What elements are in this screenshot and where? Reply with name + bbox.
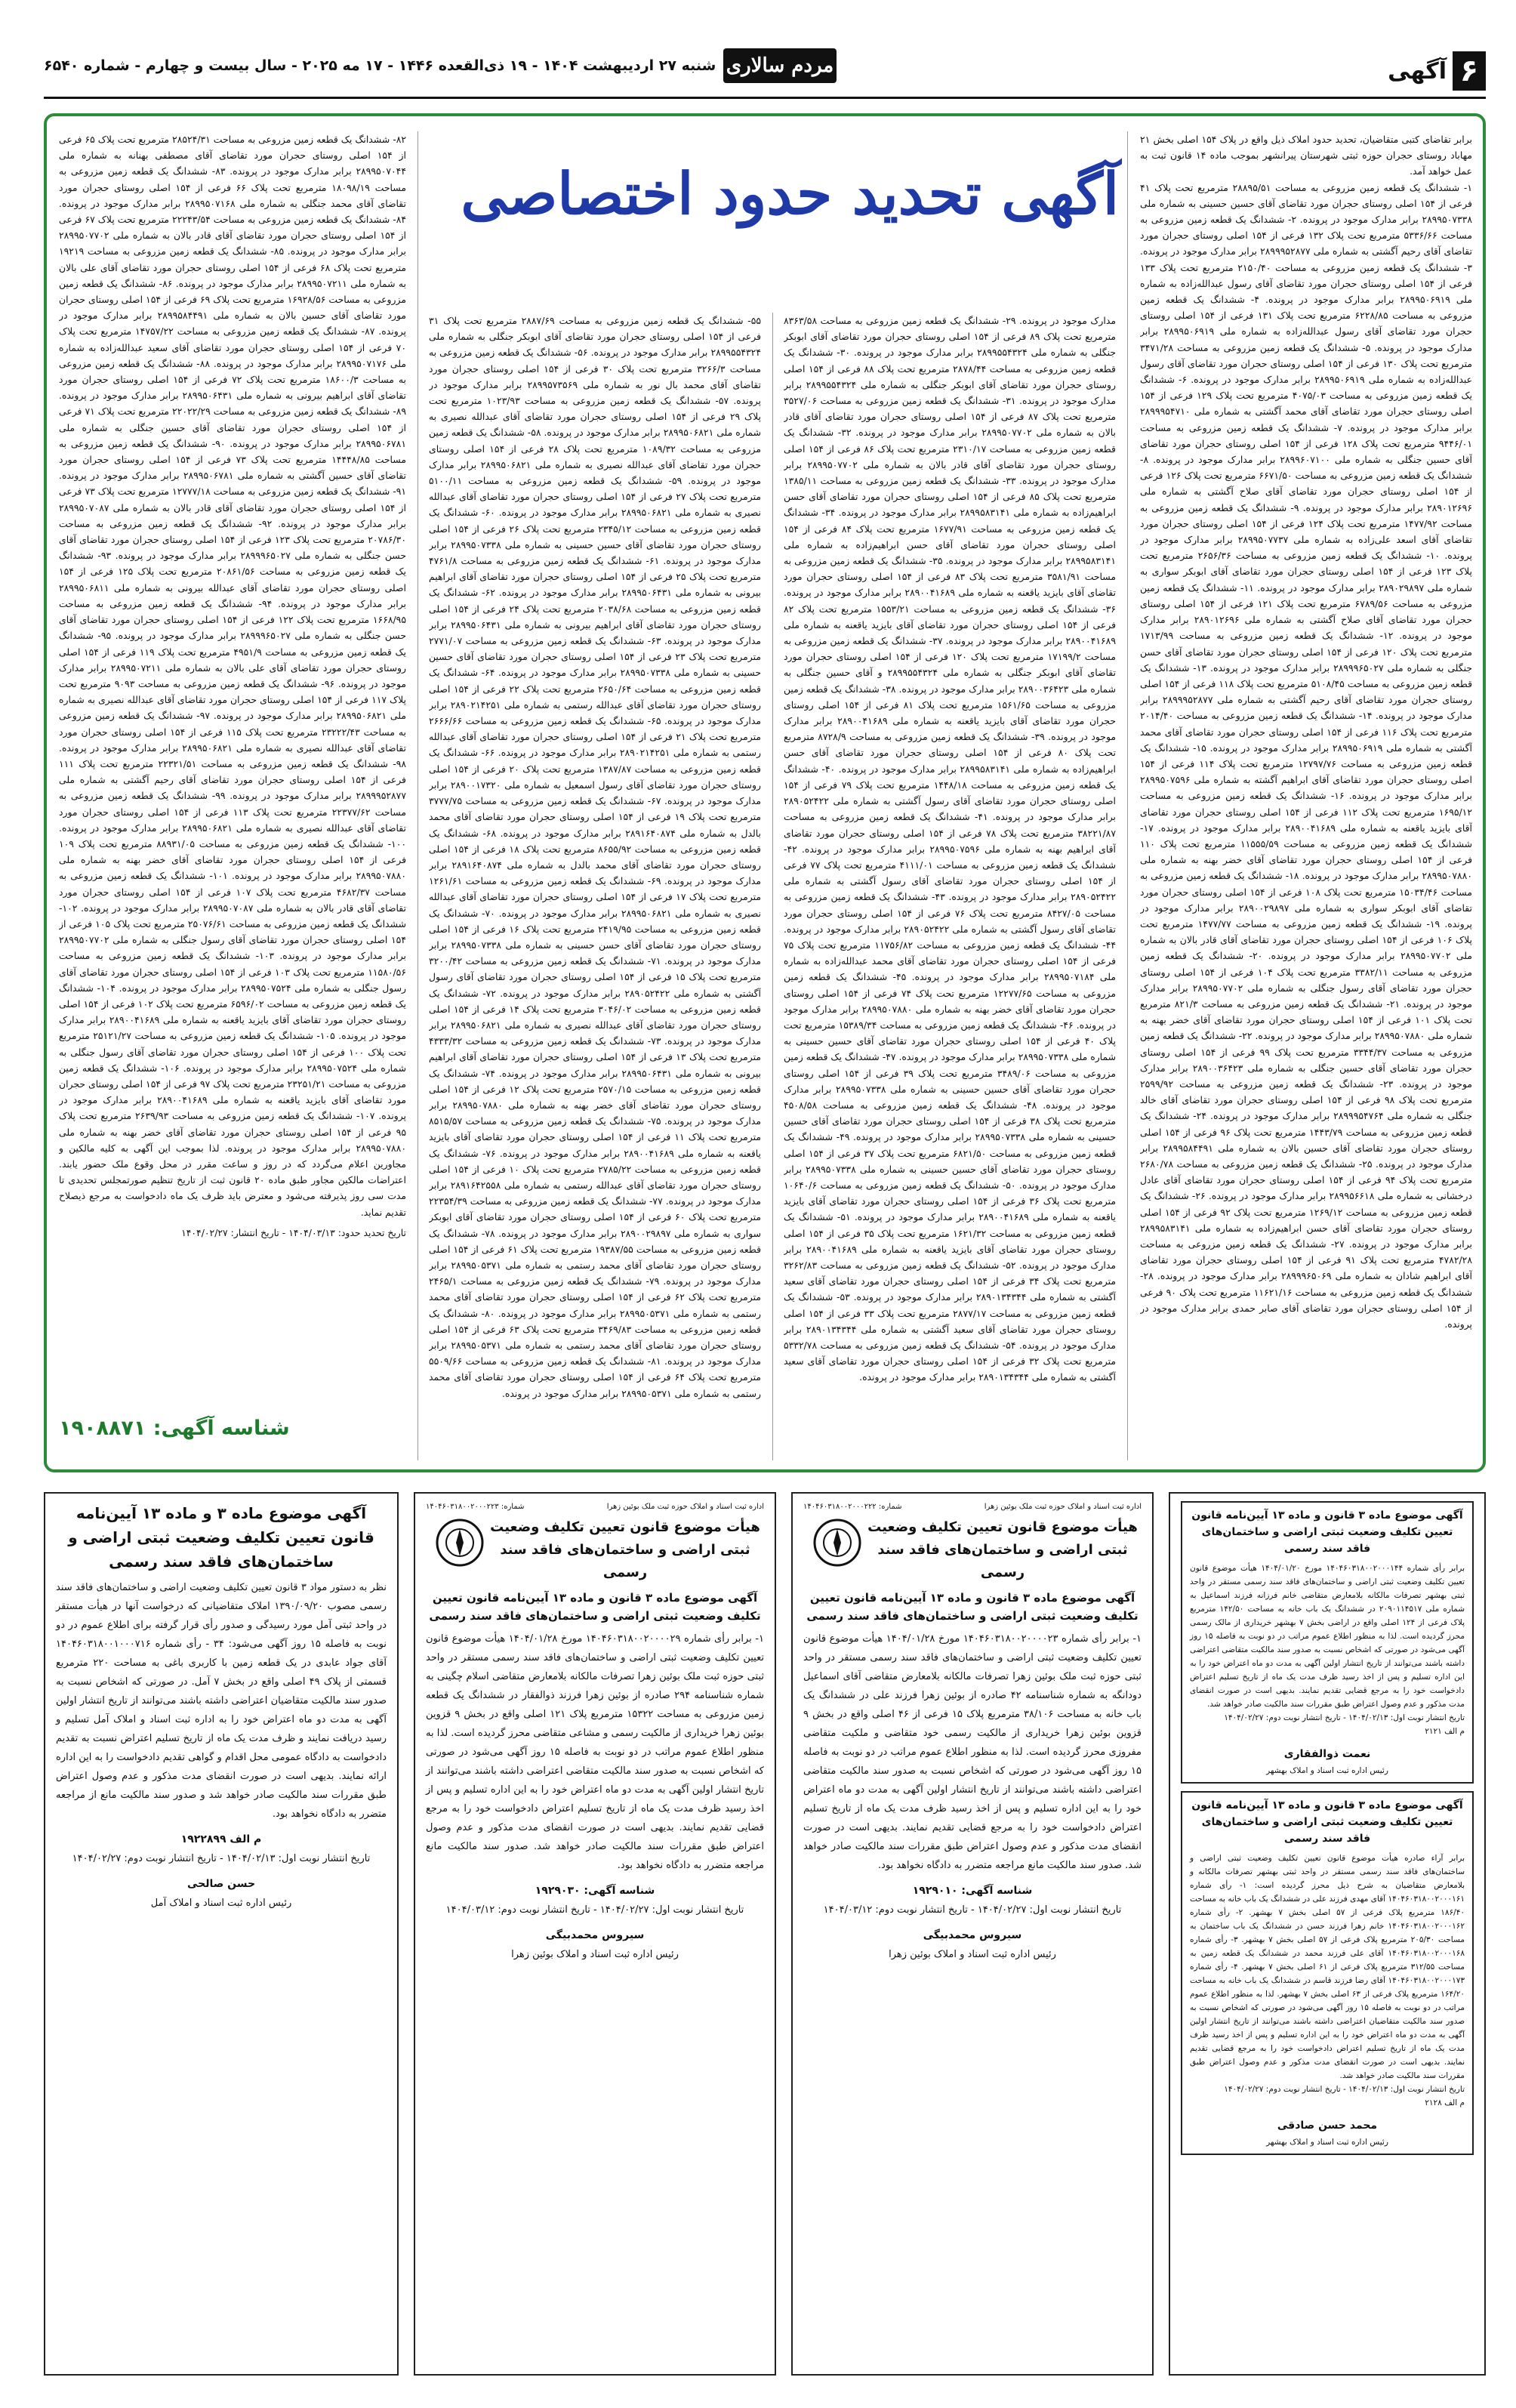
notice-box-d (414, 1492, 776, 2376)
column-1 (1140, 131, 1472, 1460)
notice-c-id: شناسه آگهی: ۱۹۲۹۰۱۰ (912, 1885, 1033, 1897)
notice-c-body: ۱- برابر رأی شماره ۱۴۰۴۶۰۳۱۸۰۰۲۰۰۰۰۲۳ مورخ ۱۴۰۴/۰۱/۲۸ هیأت موضوع قانون تعیین تکلیف وضعیت ثبتی اراضی و ساختمان‌های فاقد سند رسمی مستقر در واحد ثبتی حوزه ثبت ملک بوئین زهرا تصرفات مالکانه بلامعارض متقاضی آقای اسماعیل دودانگه به شماره شناسنامه ۴۲ صادره از بوئین زهرا فرزند علی در ششدانگ یک باب خانه به مساحت ۳۸/۱۰۶ مترمربع پلاک ۱۵ فرعی از ۴۶ اصلی واقع در بخش ۹ قزوین بوئین زهرا خریداری از مالکیت رسمی خود متقاضی و ملکیت متقاضی مفروزی محرز گردیده است. لذا به منظور اطلاع عموم مراتب در دو نوبت به فاصله ۱۵ روز آگهی می‌شود در صورتی که اشخاص نسبت به صدور سند مالکیت متقاضی اعتراضی داشته باشند می‌توانند از تاریخ انتشار اولین آگهی به مدت دو ماه اعتراض خود را به این اداره تسلیم و پس از اخذ رسید ظرف مدت یک ماه از تاریخ تسلیم اعتراض دادخواست خود را به مرجع قضایی تقدیم نمایند. بدیهی است در صورت انقضای مدت مذکور و عدم وصول اعتراض طبق مقررات سند مالکیت صادر خواهد شد. صدور سند مالکیت مانع مراجعه متضرر به دادگاه نخواهد بود. (803, 1633, 1142, 1871)
notice-c-title: هیأت موضوع قانون تعیین تکلیف وضعیت ثبتی اراضی و ساختمان‌های فاقد سند رسمی (867, 1519, 1138, 1580)
main-notice (44, 113, 1486, 1472)
notice-box-a (1169, 1492, 1486, 2376)
column-2-text: مدارک موجود در پرونده. ۲۹- ششدانگ یک قطعه زمین مزروعی به مساحت ۸۳۶۳/۵۸ مترمربع تحت پلاک ۸۹ فرعی از ۱۵۴ اصلی روستای حجران مورد تقاضای آقای ابوبکر جنگلی به شماره ملی ۲۸۹۹۵۵۴۳۲۴ برابر مدارک موجود در پرونده. ۳۰- ششدانگ یک قطعه زمین مزروعی به مساحت ۲۸۷۸/۴۴ مترمربع تحت پلاک ۸۸ فرعی از ۱۵۴ اصلی روستای حجران مورد تقاضای آقای ابوبکر جنگلی به شماره ملی ۲۸۹۹۵۵۴۳۲۴ برابر مدارک موجود در پرونده. ۳۱- ششدانگ یک قطعه زمین مزروعی به مساحت ۳۵۲۷/۰۶ مترمربع تحت پلاک ۸۷ فرعی از ۱۵۴ اصلی روستای حجران مورد تقاضای آقای قادر بالان به شماره ملی ۲۸۹۹۵۰۷۷۰۲ برابر مدارک موجود در پرونده. ۳۲- ششدانگ یک قطعه زمین مزروعی به مساحت ۲۳۱۰/۱۷ مترمربع تحت پلاک ۸۶ فرعی از ۱۵۴ اصلی روستای حجران مورد تقاضای آقای قادر بالان به شماره ملی ۲۸۹۹۵۰۷۷۰۲ برابر مدارک موجود در پرونده. ۳۳- ششدانگ یک قطعه زمین مزروعی به مساحت ۱۳۸۵/۱۱ مترمربع تحت پلاک ۸۵ فرعی از ۱۵۴ اصلی روستای حجران مورد تقاضای آقای حسن ابراهیم‌زاده به شماره ملی ۲۸۹۹۵۸۳۱۴۱ برابر مدارک موجود در پرونده. ۳۴- ششدانگ یک قطعه زمین مزروعی به مساحت ۱۶۷۷/۹۱ مترمربع تحت پلاک ۸۴ فرعی از ۱۵۴ اصلی روستای حجران مورد تقاضای آقای حسن ابراهیم‌زاده به شماره ملی ۲۸۹۹۵۸۳۱۴۱ برابر مدارک موجود در پرونده. ۳۵- ششدانگ یک قطعه زمین مزروعی به مساحت ۳۵۸۱/۹۱ مترمربع تحت پلاک ۸۳ فرعی از ۱۵۴ اصلی روستای حجران مورد تقاضای آقای بایزید یاقعنه به شماره ملی ۲۸۹۰۰۴۱۶۸۹ برابر مدارک موجود در پرونده. ۳۶- ششدانگ یک قطعه زمین مزروعی به مساحت ۱۵۵۳/۲۱ مترمربع تحت پلاک ۸۲ فرعی از ۱۵۴ اصلی روستای حجران مورد تقاضای آقای بایزید یاقعنه به شماره ملی ۲۸۹۰۰۴۱۶۸۹ برابر مدارک موجود در پرونده. ۳۷- ششدانگ یک قطعه زمین مزروعی به مساحت ۱۷۱۹۹/۲ مترمربع تحت پلاک ۱۲۰ فرعی از ۱۵۴ اصلی روستای حجران مورد تقاضای آقای ابوبکر جنگلی به شماره ملی ۲۸۹۹۵۵۴۳۲۴ و آقای حسین جنگلی به شماره ملی ۲۸۹۰۰۳۶۴۲۳ برابر مدارک موجود در پرونده. ۳۸- ششدانگ یک قطعه زمین مزروعی به مساحت ۱۵۶۱/۶۵ مترمربع تحت پلاک ۸۱ فرعی از ۱۵۴ اصلی روستای حجران مورد تقاضای آقای بایزید یاقعنه به شماره ملی ۲۸۹۰۰۴۱۶۸۹ برابر مدارک موجود در پرونده. ۳۹- ششدانگ یک قطعه زمین مزروعی به مساحت ۸۷۲۸/۹ مترمربع تحت پلاک ۸۰ فرعی از ۱۵۴ اصلی روستای حجران مورد تقاضای آقای حسن ابراهیم‌زاده به شماره ملی ۲۸۹۹۵۸۳۱۴۱ برابر مدارک موجود در پرونده. ۴۰- ششدانگ یک قطعه زمین مزروعی به مساحت ۱۴۴۸/۱۸ مترمربع تحت پلاک ۷۹ فرعی از ۱۵۴ اصلی روستای حجران مورد تقاضای آقای رسول آگشتی به شماره ملی ۲۸۹۰۵۲۴۲۲ برابر مدارک موجود در پرونده. ۴۱- ششدانگ یک قطعه زمین مزروعی به مساحت ۳۸۲۲۱/۸۷ مترمربع تحت پلاک ۷۸ فرعی از ۱۵۴ اصلی روستای حجران مورد تقاضای آقای ابراهیم بهنه به شماره ملی ۲۸۹۹۵۰۷۵۹۶ برابر مدارک موجود در پرونده. ۴۲- ششدانگ یک قطعه زمین مزروعی به مساحت ۴۱۱۱/۰۱ مترمربع تحت پلاک ۷۷ فرعی از ۱۵۴ اصلی روستای حجران مورد تقاضای آقای رسول آگشتی به شماره ملی ۲۸۹۰۵۲۴۲۲ برابر مدارک موجود در پرونده. ۴۳- ششدانگ یک قطعه زمین مزروعی به مساحت ۸۴۲۷/۰۵ مترمربع تحت پلاک ۷۶ فرعی از ۱۵۴ اصلی روستای حجران مورد تقاضای آقای رسول آگشتی به شماره ملی ۲۸۹۰۵۲۴۲۲ برابر مدارک موجود در پرونده. ۴۴- ششدانگ یک قطعه زمین مزروعی به مساحت ۱۱۷۵۶/۸۲ مترمربع تحت پلاک ۷۵ فرعی از ۱۵۴ اصلی روستای حجران مورد تقاضای آقای محمد عبدالله‌زاده به شماره ملی ۲۸۹۹۵۰۷۱۸۴ برابر مدارک موجود در پرونده. ۴۵- ششدانگ یک قطعه زمین مزروعی به مساحت ۱۲۲۷۷/۶۵ مترمربع تحت پلاک ۷۴ فرعی از ۱۵۴ اصلی روستای حجران مورد تقاضای آقای خضر بهنه به شماره ملی ۲۸۹۹۵۰۷۸۸۰ برابر مدارک موجود در پرونده. ۴۶- ششدانگ یک قطعه زمین مزروعی به مساحت ۱۵۳۸۹/۳۴ مترمربع تحت پلاک ۴۰ فرعی از ۱۵۴ اصلی روستای حجران مورد تقاضای آقای حسین حسینی به شماره ملی ۲۸۹۹۵۰۷۳۳۸ برابر مدارک موجود در پرونده. ۴۷- ششدانگ یک قطعه زمین مزروعی به مساحت ۳۴۸۹/۰۶ مترمربع تحت پلاک ۳۹ فرعی از ۱۵۴ اصلی روستای حجران مورد تقاضای آقای حسین حسینی به شماره ملی ۲۸۹۹۵۰۷۳۳۸ برابر مدارک موجود در پرونده. ۴۸- ششدانگ یک قطعه زمین مزروعی به مساحت ۴۵۰۸/۵۸ مترمربع تحت پلاک ۳۸ فرعی از ۱۵۴ اصلی روستای حجران مورد تقاضای آقای حسین حسینی به شماره ملی ۲۸۹۹۵۰۷۳۳۸ برابر مدارک موجود در پرونده. ۴۹- ششدانگ یک قطعه زمین مزروعی به مساحت ۶۸۲۱/۵۰ مترمربع تحت پلاک ۳۷ فرعی از ۱۵۴ اصلی روستای حجران مورد تقاضای آقای حسین حسینی به شماره ملی ۲۸۹۹۵۰۷۳۳۸ برابر مدارک موجود در پرونده. ۵۰- ششدانگ یک قطعه زمین مزروعی به مساحت ۱۰۶۴۰/۶ مترمربع تحت پلاک ۳۶ فرعی از ۱۵۴ اصلی روستای حجران مورد تقاضای آقای بایزید یاقعنه به شماره ملی ۲۸۹۰۰۴۱۶۸۹ برابر مدارک موجود در پرونده. ۵۱- ششدانگ یک قطعه زمین مزروعی به مساحت ۱۶۲۱/۳۲ مترمربع تحت پلاک ۳۵ فرعی از ۱۵۴ اصلی روستای حجران مورد تقاضای آقای بایزید یاقعنه به شماره ملی ۲۸۹۰۰۴۱۶۸۹ برابر مدارک موجود در پرونده. ۵۲- ششدانگ یک قطعه زمین مزروعی به مساحت ۳۲۶۲/۸۳ مترمربع تحت پلاک ۳۴ فرعی از ۱۵۴ اصلی روستای حجران مورد تقاضای آقای سعید آگشتی به شماره ملی ۲۸۹۰۱۳۴۳۴۴ برابر مدارک موجود در پرونده. ۵۳- ششدانگ یک قطعه زمین مزروعی به مساحت ۲۸۷۷/۱۷ مترمربع تحت پلاک ۳۳ فرعی از ۱۵۴ اصلی روستای حجران مورد تقاضای آقای سعید آگشتی به شماره ملی ۲۸۹۰۱۳۴۳۴۴ برابر مدارک موجود در پرونده. ۵۴- ششدانگ یک قطعه زمین مزروعی به مساحت ۵۳۳۲/۷۸ مترمربع تحت پلاک ۳۲ فرعی از ۱۵۴ اصلی روستای حجران مورد تقاضای آقای سعید آگشتی به شماره ملی ۲۸۹۰۱۳۴۳۴۴ برابر مدارک موجود در پرونده. (784, 315, 1116, 1383)
registry-emblem-icon (433, 1516, 486, 1569)
notice-b-signer: محمد حسن صادقی (1277, 2120, 1378, 2132)
notice-b (1181, 1791, 1474, 2155)
notice-a-title: آگهی موضوع ماده ۳ قانون و ماده ۱۳ آیین‌نامه قانون تعیین تکلیف وضعیت ثبتی اراضی و ساختمان‌های فاقد سند رسمی (1191, 1509, 1463, 1555)
notice-a (1181, 1501, 1474, 1784)
section-badge (1388, 51, 1486, 91)
notice-c-header-left: شماره: ۱۴۰۴۶۰۳۱۸۰۰۲۰۰۰۲۲۲ (803, 1503, 902, 1511)
notice-b-signer-title: رئیس اداره ثبت اسناد و املاک بهشهر (1266, 2138, 1388, 2147)
column-1-text: ۱- ششدانگ یک قطعه زمین مزروعی به مساحت ۲۸۸۹۵/۵۱ مترمربع تحت پلاک ۴۱ فرعی از ۱۵۴ اصلی روستای حجران مورد تقاضای آقای حسین حسینی به شماره ملی ۲۸۹۹۵۰۷۳۳۸ برابر مدارک موجود در پرونده. ۲- ششدانگ یک قطعه زمین مزروعی به مساحت ۵۳۳۶/۶۶ مترمربع تحت پلاک ۱۳۲ فرعی از ۱۵۴ اصلی روستای حجران مورد تقاضای آقای رحیم آگشتی به شماره ملی ۲۸۹۹۹۵۲۸۷۷ برابر مدارک موجود در پرونده. ۳- ششدانگ یک قطعه زمین مزروعی به مساحت ۲۱۵۰/۴۰ مترمربع تحت پلاک ۱۳۳ فرعی از ۱۵۴ اصلی روستای حجران مورد تقاضای آقای رسول عبدالله‌زاده به شماره ملی ۲۸۹۹۵۰۶۹۱۹ برابر مدارک موجود در پرونده. ۴- ششدانگ یک قطعه زمین مزروعی به مساحت ۶۲۲۸/۸۵ مترمربع تحت پلاک ۱۳۱ فرعی از ۱۵۴ اصلی روستای حجران مورد تقاضای آقای رسول عبدالله‌زاده به شماره ملی ۲۸۹۹۵۰۶۹۱۹ برابر مدارک موجود در پرونده. ۵- ششدانگ یک قطعه زمین مزروعی به مساحت ۳۴۷۱/۲۸ مترمربع تحت پلاک ۱۳۰ فرعی از ۱۵۴ اصلی روستای حجران مورد تقاضای آقای رسول عبدالله‌زاده به شماره ملی ۲۸۹۹۵۰۶۹۱۹ برابر مدارک موجود در پرونده. ۶- ششدانگ یک قطعه زمین مزروعی به مساحت ۴۰۷۵/۰۳ مترمربع تحت پلاک ۱۲۹ فرعی از ۱۵۴ اصلی روستای حجران مورد تقاضای آقای محمد آگشتی به شماره ملی ۲۸۹۹۹۵۴۷۱۰ برابر مدارک موجود در پرونده. ۷- ششدانگ یک قطعه زمین مزروعی به مساحت ۹۴۴۶/۰۱ مترمربع تحت پلاک ۱۲۸ فرعی از ۱۵۴ اصلی روستای حجران مورد تقاضای آقای حسین جنگلی به شماره ملی ۲۸۹۹۶۰۷۱۰۰ برابر مدارک موجود در پرونده. ۸- ششدانگ یک قطعه زمین مزروعی به مساحت ۶۶۷۱/۵۰ مترمربع تحت پلاک ۱۲۶ فرعی از ۱۵۴ اصلی روستای حجران مورد تقاضای آقای صلاح آگشتی به شماره ملی ۲۸۹۰۱۲۶۹۶ برابر مدارک موجود در پرونده. ۹- ششدانگ یک قطعه زمین مزروعی به مساحت ۱۴۷۷/۹۲ مترمربع تحت پلاک ۱۲۴ فرعی از ۱۵۴ اصلی روستای حجران مورد تقاضای آقای اسعد علی‌زاده به شماره ملی ۲۸۹۹۵۰۷۷۳۷ برابر مدارک موجود در پرونده. ۱۰- ششدانگ یک قطعه زمین مزروعی به مساحت ۲۶۵۶/۳۶ مترمربع تحت پلاک ۱۲۳ فرعی از ۱۵۴ اصلی روستای حجران مورد تقاضای آقای ابوبکر سواری به شماره ملی ۲۸۹۰۲۹۸۹۷ برابر مدارک موجود در پرونده. ۱۱- ششدانگ یک قطعه زمین مزروعی به مساحت ۶۷۸۹/۵۶ مترمربع تحت پلاک ۱۲۱ فرعی از ۱۵۴ اصلی روستای حجران مورد تقاضای آقای صلاح آگشتی به شماره ملی ۲۸۹۰۱۲۶۹۶ برابر مدارک موجود در پرونده. ۱۲- ششدانگ یک قطعه زمین مزروعی به مساحت ۱۷۱۳/۹۹ مترمربع تحت پلاک ۱۲۰ فرعی از ۱۵۴ اصلی روستای حجران مورد تقاضای آقای حسن جنگلی به شماره ملی ۲۸۹۹۹۶۵۰۲۷ برابر مدارک موجود در پرونده. ۱۳- ششدانگ یک قطعه زمین مزروعی به مساحت ۵۱۰۸/۴۵ مترمربع تحت پلاک ۱۱۸ فرعی از ۱۵۴ اصلی روستای حجران مورد تقاضای آقای رحیم آگشتی به شماره ملی ۲۸۹۹۹۵۲۸۷۷ برابر مدارک موجود در پرونده. ۱۴- ششدانگ یک قطعه زمین مزروعی به مساحت ۲۰۱۴/۴۰ مترمربع تحت پلاک ۱۱۶ فرعی از ۱۵۴ اصلی روستای حجران مورد تقاضای آقای محمد آگشتی به شماره ملی ۲۸۹۹۵۰۶۹۱۹ برابر مدارک موجود در پرونده. ۱۵- ششدانگ یک قطعه زمین مزروعی به مساحت ۱۲۷۹۷/۷۶ مترمربع تحت پلاک ۱۱۴ فرعی از ۱۵۴ اصلی روستای حجران مورد تقاضای آقای ابراهیم آگشته به شماره ملی ۲۸۹۹۵۰۷۵۹۶ برابر مدارک موجود در پرونده. ۱۶- ششدانگ یک قطعه زمین مزروعی به مساحت ۱۶۹۵/۱۲ مترمربع تحت پلاک ۱۱۲ فرعی از ۱۵۴ اصلی روستای حجران مورد تقاضای آقای بایزید یاقعنه به شماره ملی ۲۸۹۰۰۴۱۶۸۹ برابر مدارک موجود در پرونده. ۱۷- ششدانگ یک قطعه زمین مزروعی به مساحت ۱۱۵۵۵/۵۹ مترمربع تحت پلاک ۱۱۰ فرعی از ۱۵۴ اصلی روستای حجران مورد تقاضای آقای خضر بهنه به شماره ملی ۲۸۹۹۵۰۷۸۸۰ برابر مدارک موجود در پرونده. ۱۸- ششدانگ یک قطعه زمین مزروعی به مساحت ۱۵۰۳۴/۴۶ مترمربع تحت پلاک ۱۰۸ فرعی از ۱۵۴ اصلی روستای حجران مورد تقاضای آقای ابوبکر سواری به شماره ملی ۲۸۹۰۰۲۹۸۹۷ برابر مدارک موجود در پرونده. ۱۹- ششدانگ یک قطعه زمین مزروعی به مساحت ۱۴۷۷/۷۷ مترمربع تحت پلاک ۱۰۶ فرعی از ۱۵۴ اصلی روستای حجران مورد تقاضای آقای قادر بالان به شماره ملی ۲۸۹۹۵۰۷۷۰۲ برابر مدارک موجود در پرونده. ۲۰- ششدانگ یک قطعه زمین مزروعی به مساحت ۳۳۸۲/۱۱ مترمربع تحت پلاک ۱۰۴ فرعی از ۱۵۴ اصلی روستای حجران مورد تقاضای آقای رسول جنگلی به شماره ملی ۲۸۹۹۵۰۷۷۰۲ برابر مدارک موجود در پرونده. ۲۱- ششدانگ یک قطعه زمین مزروعی به مساحت ۸۲۱/۳ مترمربع تحت پلاک ۱۰۱ فرعی از ۱۵۴ اصلی روستای حجران مورد تقاضای آقای خضر بهنه به شماره ملی ۲۸۹۹۵۰۷۸۸۰ برابر مدارک موجود در پرونده. ۲۲- ششدانگ یک قطعه زمین مزروعی به مساحت ۳۳۴۴/۳۷ مترمربع تحت پلاک ۹۹ فرعی از ۱۵۴ اصلی روستای حجران مورد تقاضای آقای حسین جنگلی به شماره ملی ۲۸۹۰۰۳۶۴۲۳ برابر مدارک موجود در پرونده. ۲۳- ششدانگ یک قطعه زمین مزروعی به مساحت ۲۵۹۹/۹۲ مترمربع تحت پلاک ۹۸ فرعی از ۱۵۴ اصلی روستای حجران مورد تقاضای آقای خالد جنگلی به شماره ملی ۲۸۹۹۹۵۴۷۶۴ برابر مدارک موجود در پرونده. ۲۴- ششدانگ یک قطعه زمین مزروعی به مساحت ۱۴۴۳/۷۹ مترمربع تحت پلاک ۹۶ فرعی از ۱۵۴ اصلی روستای حجران مورد تقاضای آقای حسین بالان به شماره ملی ۲۸۹۹۵۸۴۴۹۱ برابر مدارک موجود در پرونده. ۲۵- ششدانگ یک قطعه زمین مزروعی به مساحت ۲۶۸۰/۷۸ مترمربع تحت پلاک ۹۴ فرعی از ۱۵۴ اصلی روستای حجران مورد تقاضای آقای عادل درخشانی به شماره ملی ۲۸۹۹۵۶۶۱۸ برابر مدارک موجود در پرونده. ۲۶- ششدانگ یک قطعه زمین مزروعی به مساحت ۱۲۶۹/۱۲ مترمربع تحت پلاک ۹۲ فرعی از ۱۵۴ اصلی روستای حجران مورد تقاضای آقای حسن ابراهیم‌زاده به شماره ملی ۲۸۹۹۵۸۳۱۴۱ برابر مدارک موجود در پرونده. ۲۷- ششدانگ یک قطعه زمین مزروعی به مساحت ۴۷۸۲/۲۸ مترمربع تحت پلاک ۹۱ فرعی از ۱۵۴ اصلی روستای حجران مورد تقاضای آقای ابراهیم شادان به شماره ملی ۲۸۹۹۹۶۵۰۶۹ برابر مدارک موجود در پرونده. ۲۸- ششدانگ یک قطعه زمین مزروعی به مساحت ۱۱۶۲۱/۱۶ مترمربع تحت پلاک ۹۰ فرعی از ۱۵۴ اصلی روستای حجران مورد تقاضای آقای صابر حمدی برابر مدارک موجود در پرونده. (1140, 181, 1472, 1330)
section-number: ۶ (1453, 51, 1486, 91)
registry-emblem-icon (811, 1516, 864, 1569)
notice-a-ref: م الف ۲۱۲۱ (1425, 1727, 1465, 1736)
notice-e-title: آگهی موضوع ماده ۳ و ماده ۱۳ آیین‌نامه قانون تعیین تکلیف وضعیت ثبتی اراضی و ساختمان‌های فاقد سند رسمی (68, 1504, 374, 1571)
notice-d-header-left: شماره: ۱۴۰۴۶۰۳۱۸۰۰۲۰۰۰۲۲۳ (426, 1503, 525, 1511)
notice-a-signer-title: رئیس اداره ثبت اسناد و املاک بهشهر (1266, 1766, 1388, 1775)
notice-a-signer: نعمت ذوالفقاری (1283, 1748, 1371, 1760)
notice-box-e (44, 1492, 399, 2376)
masthead-rule (44, 97, 1486, 99)
notice-c-signer: سیروس محمدبیگی (923, 1929, 1022, 1941)
notice-d-id: شناسه آگهی: ۱۹۲۹۰۳۰ (535, 1885, 655, 1897)
section-label: آگهی (1388, 57, 1447, 85)
notice-id: شناسه آگهی: ۱۹۰۸۸۷۱ (59, 1417, 290, 1440)
notice-b-body: برابر آراء صادره هیأت موضوع قانون تعیین تکلیف وضعیت ثبتی اراضی و ساختمان‌های فاقد سند رسمی مستقر در واحد ثبتی بهشهر تصرفات مالکانه و بلامعارض متقاضیان به شرح ذیل محرز گردیده است: ۱- رأی شماره ۱۴۰۴۶۰۳۱۸۰۰۲۰۰۰۱۶۱ آقای مهدی فرزند علی در ششدانگ یک باب خانه به مساحت ۱۸۶/۴۰ مترمربع پلاک فرعی از ۵۷ اصلی بخش ۷ بهشهر. ۲- رأی شماره ۱۴۰۴۶۰۳۱۸۰۰۲۰۰۰۱۶۲ خانم زهرا فرزند حسن در ششدانگ یک باب ساختمان به مساحت ۲۰۵/۳۰ مترمربع پلاک فرعی از ۵۷ اصلی بخش ۷ بهشهر. ۳- رأی شماره ۱۴۰۴۶۰۳۱۸۰۰۲۰۰۰۱۶۸ آقای علی فرزند محمد در ششدانگ یک قطعه زمین به مساحت ۳۱۲/۵۵ مترمربع پلاک فرعی از ۶۱ اصلی بخش ۷ بهشهر. ۴- رأی شماره ۱۴۰۴۶۰۳۱۸۰۰۲۰۰۰۱۷۳ آقای رضا فرزند قاسم در ششدانگ یک باب خانه به مساحت ۱۶۴/۲۰ مترمربع پلاک فرعی از ۶۳ اصلی بخش ۷ بهشهر. لذا به منظور اطلاع عموم مراتب در دو نوبت به فاصله ۱۵ روز آگهی می‌شود در صورتی که اشخاص نسبت به صدور سند مالکیت متقاضیان اعتراضی داشته باشند می‌توانند از تاریخ انتشار اولین آگهی به مدت دو ماه اعتراض خود را به این اداره تسلیم و پس از اخذ رسید ظرف مدت یک ماه از تاریخ تسلیم اعتراض دادخواست خود را به مرجع قضایی تقدیم نمایند. بدیهی است در صورت انقضای مدت مذکور و عدم وصول اعتراض طبق مقررات سند مالکیت صادر خواهد شد. (1190, 1854, 1465, 2080)
notice-c-subtitle: آگهی موضوع ماده ۳ قانون و ماده ۱۳ آیین‌نامه قانون تعیین تکلیف وضعیت ثبتی اراضی و ساختمان‌های فاقد سند رسمی (806, 1591, 1139, 1623)
column-divider (772, 313, 773, 1460)
notice-d-signer-title: رئیس اداره ثبت اسناد و املاک بوئین زهرا (511, 1949, 679, 1960)
notice-e-ref: م الف ۱۹۲۲۸۹۹ (180, 1833, 262, 1845)
notice-e-body: نظر به دستور مواد ۳ قانون تعیین تکلیف وضعیت اراضی و ساختمان‌های فاقد سند رسمی مصوب ۱۳۹۰/۰۹/۲۰ املاک متقاضیانی که درخواست آنها در هیأت مستقر در واحد ثبتی آمل مورد رسیدگی و صدور رأی قرار گرفته برای اطلاع عموم در دو نوبت به فاصله ۱۵ روز آگهی می‌شود: ۳۴ - رأی شماره ۱۴۰۴۶۰۳۱۸۰۰۱۰۰۰۷۱۶ آقای جواد عابدی در یک قطعه زمین با کاربری باغی به مساحت ۲۲۰ مترمربع قسمتی از پلاک ۴۹ اصلی واقع در بخش ۷ آمل. در صورتی که اشخاص نسبت به صدور سند مالکیت متقاضیان اعتراضی داشته باشند می‌توانند از تاریخ انتشار اولین آگهی به مدت دو ماه اعتراض خود را به اداره ثبت اسناد و املاک آمل تسلیم و رسید دریافت نمایند و ظرف مدت یک ماه از تاریخ تسلیم اعتراض نسبت به تقدیم دادخواست به دادگاه عمومی محل اقدام و گواهی تقدیم دادخواست را به این اداره ارائه نمایند. بدیهی است در صورت انقضای مدت مذکور و عدم وصول اعتراض طبق مقررات سند مالکیت صادر خواهد شد و صدور سند مالکیت مانع از مراجعه متضرر به دادگاه نخواهد بود. (56, 1582, 387, 1820)
column-3-text: ۵۵- ششدانگ یک قطعه زمین مزروعی به مساحت ۲۸۸۷/۶۹ مترمربع تحت پلاک ۳۱ فرعی از ۱۵۴ اصلی روستای حجران مورد تقاضای آقای ابوبکر جنگلی به شماره ملی ۲۸۹۹۵۵۴۳۲۴ برابر مدارک موجود در پرونده. ۵۶- ششدانگ یک قطعه زمین مزروعی به مساحت ۳۲۶۶/۳ مترمربع تحت پلاک ۳۰ فرعی از ۱۵۴ اصلی روستای حجران مورد تقاضای آقای محمد بال نور به شماره ملی ۲۸۹۹۵۷۳۵۶۹ برابر مدارک موجود در پرونده. ۵۷- ششدانگ یک قطعه زمین مزروعی به مساحت ۱۰۲۳/۹۳ مترمربع تحت پلاک ۲۹ فرعی از ۱۵۴ اصلی روستای حجران مورد تقاضای آقای عبدالله نصیری به شماره ملی ۲۸۹۹۵۰۶۸۲۱ برابر مدارک موجود در پرونده. ۵۸- ششدانگ یک قطعه زمین مزروعی به مساحت ۱۰۸۹/۳۲ مترمربع تحت پلاک ۲۸ فرعی از ۱۵۴ اصلی روستای حجران مورد تقاضای آقای عبدالله نصیری به شماره ملی ۲۸۹۹۵۰۶۸۲۱ برابر مدارک موجود در پرونده. ۵۹- ششدانگ یک قطعه زمین مزروعی به مساحت ۵۱۰۰/۱۱ مترمربع تحت پلاک ۲۷ فرعی از ۱۵۴ اصلی روستای حجران مورد تقاضای آقای عبدالله نصیری به شماره ملی ۲۸۹۹۵۰۶۸۲۱ برابر مدارک موجود در پرونده. ۶۰- ششدانگ یک قطعه زمین مزروعی به مساحت ۲۳۴۵/۱۲ مترمربع تحت پلاک ۲۶ فرعی از ۱۵۴ اصلی روستای حجران مورد تقاضای آقای حسین حسینی به شماره ملی ۲۸۹۹۵۰۷۳۳۸ برابر مدارک موجود در پرونده. ۶۱- ششدانگ یک قطعه زمین مزروعی به مساحت ۴۷۶۱/۸ مترمربع تحت پلاک ۲۵ فرعی از ۱۵۴ اصلی روستای حجران مورد تقاضای آقای ابراهیم بیرونی به شماره ملی ۲۸۹۹۵۰۶۴۳۱ برابر مدارک موجود در پرونده. ۶۲- ششدانگ یک قطعه زمین مزروعی به مساحت ۲۰۳۸/۶۸ مترمربع تحت پلاک ۲۴ فرعی از ۱۵۴ اصلی روستای حجران مورد تقاضای آقای ابراهیم بیرونی به شماره ملی ۲۸۹۹۵۰۶۴۳۱ برابر مدارک موجود در پرونده. ۶۳- ششدانگ یک قطعه زمین مزروعی به مساحت ۲۷۷۱/۰۷ مترمربع تحت پلاک ۲۳ فرعی از ۱۵۴ اصلی روستای حجران مورد تقاضای آقای حسین حسینی به شماره ملی ۲۸۹۹۵۰۷۳۳۸ برابر مدارک موجود در پرونده. ۶۴- ششدانگ یک قطعه زمین مزروعی به مساحت ۲۶۵۰/۶۴ مترمربع تحت پلاک ۲۲ فرعی از ۱۵۴ اصلی روستای حجران مورد تقاضای آقای عبدالله رستمی به شماره ملی ۲۸۹۰۲۱۴۲۵۱ برابر مدارک موجود در پرونده. ۶۵- ششدانگ یک قطعه زمین مزروعی به مساحت ۲۶۶۶/۶۶ مترمربع تحت پلاک ۲۱ فرعی از ۱۵۴ اصلی روستای حجران مورد تقاضای آقای عبدالله رستمی به شماره ملی ۲۸۹۰۲۱۴۲۵۱ برابر مدارک موجود در پرونده. ۶۶- ششدانگ یک قطعه زمین مزروعی به مساحت ۱۳۸۷/۸۷ مترمربع تحت پلاک ۲۰ فرعی از ۱۵۴ اصلی روستای حجران مورد تقاضای آقای رسول اسمعیل به شماره ملی ۲۸۹۰۰۱۷۳۲۰ برابر مدارک موجود در پرونده. ۶۷- ششدانگ یک قطعه زمین مزروعی به مساحت ۳۷۷۷/۷۵ مترمربع تحت پلاک ۱۹ فرعی از ۱۵۴ اصلی روستای حجران مورد تقاضای آقای محمد بالدل به شماره ملی ۲۸۹۱۶۴۰۸۷۴ برابر مدارک موجود در پرونده. ۶۸- ششدانگ یک قطعه زمین مزروعی به مساحت ۸۶۵۵/۹۲ مترمربع تحت پلاک ۱۸ فرعی از ۱۵۴ اصلی روستای حجران مورد تقاضای آقای محمد بالدل به شماره ملی ۲۸۹۱۶۴۰۸۷۴ برابر مدارک موجود در پرونده. ۶۹- ششدانگ یک قطعه زمین مزروعی به مساحت ۱۲۶۱/۶۱ مترمربع تحت پلاک ۱۷ فرعی از ۱۵۴ اصلی روستای حجران مورد تقاضای آقای عبدالله نصیری به شماره ملی ۲۸۹۹۵۰۶۸۲۱ برابر مدارک موجود در پرونده. ۷۰- ششدانگ یک قطعه زمین مزروعی به مساحت ۲۴۱۹/۹۵ مترمربع تحت پلاک ۱۶ فرعی از ۱۵۴ اصلی روستای حجران مورد تقاضای آقای حسن حسینی به شماره ملی ۲۸۹۹۵۰۷۳۳۸ برابر مدارک موجود در پرونده. ۷۱- ششدانگ یک قطعه زمین مزروعی به مساحت ۳۲۰۰/۴۲ مترمربع تحت پلاک ۱۵ فرعی از ۱۵۴ اصلی روستای حجران مورد تقاضای آقای رسول آگشتی به شماره ملی ۲۸۹۰۵۲۴۲۲ برابر مدارک موجود در پرونده. ۷۲- ششدانگ یک قطعه زمین مزروعی به مساحت ۳۰۴۶/۰۲ مترمربع تحت پلاک ۱۴ فرعی از ۱۵۴ اصلی روستای حجران مورد تقاضای آقای عبدالله نصیری به شماره ملی ۲۸۹۹۵۰۶۸۲۱ برابر مدارک موجود در پرونده. ۷۳- ششدانگ یک قطعه زمین مزروعی به مساحت ۴۳۳۳/۳۲ مترمربع تحت پلاک ۱۳ فرعی از ۱۵۴ اصلی روستای حجران مورد تقاضای آقای ابراهیم بیرونی به شماره ملی ۲۸۹۹۵۰۶۴۳۱ برابر مدارک موجود در پرونده. ۷۴- ششدانگ یک قطعه زمین مزروعی به مساحت ۲۵۷۰/۱۵ مترمربع تحت پلاک ۱۲ فرعی از ۱۵۴ اصلی روستای حجران مورد تقاضای آقای خضر بهنه به شماره ملی ۲۸۹۹۵۰۷۸۸۰ برابر مدارک موجود در پرونده. ۷۵- ششدانگ یک قطعه زمین مزروعی به مساحت ۸۵۱۵/۵۷ مترمربع تحت پلاک ۱۱ فرعی از ۱۵۴ اصلی روستای حجران مورد تقاضای آقای بایزید یاقعنه به شماره ملی ۲۸۹۰۰۴۱۶۸۹ برابر مدارک موجود در پرونده. ۷۶- ششدانگ یک قطعه زمین مزروعی به مساحت ۲۷۸۵/۲۲ مترمربع تحت پلاک ۱۰ فرعی از ۱۵۴ اصلی روستای حجران مورد تقاضای آقای عبدالله رستمی به شماره ملی ۲۸۹۱۶۴۲۵۵۸ برابر مدارک موجود در پرونده. ۷۷- ششدانگ یک قطعه زمین مزروعی به مساحت ۲۲۳۵۴/۳۹ مترمربع تحت پلاک ۶۰ فرعی از ۱۵۴ اصلی روستای حجران مورد تقاضای آقای ابوبکر سواری به شماره ملی ۲۸۹۰۰۲۹۸۹۷ برابر مدارک موجود در پرونده. ۷۸- ششدانگ یک قطعه زمین مزروعی به مساحت ۱۹۳۸۷/۵۵ مترمربع تحت پلاک ۶۱ فرعی از ۱۵۴ اصلی روستای حجران مورد تقاضای آقای محمد رستمی به شماره ملی ۲۸۹۹۵۰۵۳۷۱ برابر مدارک موجود در پرونده. ۷۹- ششدانگ یک قطعه زمین مزروعی به مساحت ۲۴۶۵/۱ مترمربع تحت پلاک ۶۲ فرعی از ۱۵۴ اصلی روستای حجران مورد تقاضای آقای محمد رستمی به شماره ملی ۲۸۹۹۵۰۵۳۷۱ برابر مدارک موجود در پرونده. ۸۰- ششدانگ یک قطعه زمین مزروعی به مساحت ۳۴۶۹/۸۳ مترمربع تحت پلاک ۶۳ فرعی از ۱۵۴ اصلی روستای حجران مورد تقاضای آقای محمد رستمی به شماره ملی ۲۸۹۹۵۰۵۳۷۱ برابر مدارک موجود در پرونده. ۸۱- ششدانگ یک قطعه زمین مزروعی به مساحت ۵۵۰۹/۶۶ مترمربع تحت پلاک ۶۴ فرعی از ۱۵۴ اصلی روستای حجران مورد تقاضای آقای محمد رستمی به شماره ملی ۲۸۹۹۵۰۵۳۷۱ برابر مدارک موجود در پرونده. (429, 315, 761, 1399)
notice-d-header-right: اداره ثبت اسناد و املاک حوزه ثبت ملک بوئین زهرا (606, 1503, 764, 1511)
notice-e-signer: حسن صالحی (186, 1878, 256, 1890)
notice-d-header (426, 1501, 764, 1513)
notice-e-signer-title: رئیس اداره ثبت اسناد و املاک آمل (150, 1898, 292, 1909)
newspaper-logo: مردم سالاری (723, 48, 837, 83)
notice-b-title: آگهی موضوع ماده ۳ قانون و ماده ۱۳ آیین‌نامه قانون تعیین تکلیف وضعیت ثبتی اراضی و ساختمان‌های فاقد سند رسمی (1191, 1799, 1463, 1845)
column-2 (784, 313, 1116, 1460)
notice-b-dates: تاریخ انتشار نوبت اول: ۱۴۰۴/۰۲/۱۳ - تاریخ انتشار نوبت دوم: ۱۴۰۴/۰۲/۲۷ (1224, 2085, 1465, 2094)
notice-intro: برابر تقاضای کتبی متقاضیان، تحدید حدود املاک ذیل واقع در پلاک ۱۵۴ اصلی بخش ۲۱ مهاباد روستای حجران حوزه ثبتی شهرستان پیرانشهر بموجب ماده ۱۴ قانون ثبت به عمل خواهد آمد. (1140, 134, 1472, 177)
notice-d-body: ۱- برابر رأی شماره ۱۴۰۴۶۰۳۱۸۰۰۲۰۰۰۰۲۹ مورخ ۱۴۰۴/۰۱/۲۸ هیأت موضوع قانون تعیین تکلیف وضعیت ثبتی اراضی و ساختمان‌های فاقد سند رسمی مستقر در واحد ثبتی حوزه ثبت ملک بوئین زهرا تصرفات مالکانه بلامعارض متقاضی اسلام چگینی به شماره شناسنامه ۲۹۴ صادره از بوئین زهرا فرزند ذوالفقار در ششدانگ یک قطعه زمین مزروعی به مساحت ۱۵۳۲۲ مترمربع پلاک ۱۲۱ اصلی واقع در بخش ۹ قزوین بوئین زهرا خریداری از مالکیت رسمی و مشاعی متقاضی محرز گردیده است. لذا به منظور اطلاع عموم مراتب در دو نوبت به فاصله ۱۵ روز آگهی می‌شود در صورتی که اشخاص نسبت به صدور سند مالکیت متقاضی اعتراضی داشته باشند می‌توانند از تاریخ انتشار اولین آگهی به مدت دو ماه اعتراض خود را به این اداره تسلیم و پس از اخذ رسید ظرف مدت یک ماه از تاریخ تسلیم اعتراض دادخواست خود را به مرجع قضایی تقدیم نمایند. بدیهی است در صورت انقضای مدت مذکور و عدم وصول اعتراض طبق مقررات سند مالکیت صادر خواهد شد. صدور سند مالکیت مانع مراجعه متضرر به دادگاه نخواهد بود. (426, 1633, 765, 1871)
notice-a-dates: تاریخ انتشار نوبت اول: ۱۴۰۴/۰۲/۱۳ - تاریخ انتشار نوبت دوم: ۱۴۰۴/۰۲/۲۷ (1224, 1713, 1465, 1722)
column-4 (59, 131, 406, 1407)
column-3 (429, 313, 761, 1460)
notice-c-header-right: اداره ثبت اسناد و املاک حوزه ثبت ملک بوئین زهرا (984, 1503, 1142, 1511)
notice-c-signer-title: رئیس اداره ثبت اسناد و املاک بوئین زهرا (889, 1949, 1056, 1960)
issue-line: شنبه ۲۷ اردیبهشت ۱۴۰۴ - ۱۹ ذی‌القعده ۱۴۴۶ - ۱۷ مه ۲۰۲۵ - سال بیست و چهارم - شماره ۶۵۴۰ (44, 57, 716, 74)
notice-a-body: برابر رأی شماره ۱۴۰۴۶۰۳۱۸۰۰۲۰۰۰۱۴۴ مورخ ۱۴۰۴/۰۱/۲۰ هیأت موضوع قانون تعیین تکلیف وضعیت ثبتی اراضی و ساختمان‌های فاقد سند رسمی مستقر در واحد ثبتی بهشهر تصرفات مالکانه بلامعارض متقاضی خانم فرزانه فرزند اسماعیل به شماره ملی ۲۰۹۰۱۱۴۵۱۷ در ششدانگ یک باب خانه به مساحت ۱۴۲/۵۰ مترمربع پلاک فرعی از ۱۲۴ اصلی واقع در اراضی بخش ۷ بهشهر خریداری از مالک رسمی محرز گردیده است. لذا به منظور اطلاع عموم مراتب در دو نوبت به فاصله ۱۵ روز آگهی می‌شود در صورتی که اشخاص نسبت به صدور سند مالکیت متقاضی اعتراضی داشته باشند می‌توانند از تاریخ انتشار اولین آگهی به مدت دو ماه اعتراض خود را به این اداره تسلیم و پس از اخذ رسید ظرف مدت یک ماه از تاریخ تسلیم اعتراض دادخواست خود را به مرجع قضایی تقدیم نمایند. بدیهی است در صورت انقضای مدت مذکور و عدم وصول اعتراض طبق مقررات سند مالکیت صادر خواهد شد. (1190, 1564, 1465, 1709)
notice-d-signer: سیروس محمدبیگی (545, 1929, 645, 1941)
column-divider (1127, 131, 1128, 1460)
notice-c-dates: تاریخ انتشار نوبت اول: ۱۴۰۴/۰۲/۲۷ - تاریخ انتشار نوبت دوم: ۱۴۰۴/۰۳/۱۲ (823, 1904, 1122, 1916)
notice-d-dates: تاریخ انتشار نوبت اول: ۱۴۰۴/۰۲/۲۷ - تاریخ انتشار نوبت دوم: ۱۴۰۴/۰۳/۱۲ (445, 1904, 744, 1916)
notice-title: آگهی تحدید حدود اختصاصی (461, 160, 1119, 227)
notice-e-dates: تاریخ انتشار نوبت اول: ۱۴۰۴/۰۲/۱۳ - تاریخ انتشار نوبت دوم: ۱۴۰۴/۰۲/۲۷ (72, 1853, 371, 1864)
notice-c-header (803, 1501, 1142, 1513)
notice-box-c (791, 1492, 1154, 2376)
notice-d-title: هیأت موضوع قانون تعیین تکلیف وضعیت ثبتی اراضی و ساختمان‌های فاقد سند رسمی (490, 1519, 760, 1580)
notice-b-ref: م الف ۲۱۲۸ (1425, 2098, 1465, 2107)
notice-d-subtitle: آگهی موضوع ماده ۳ قانون و ماده ۱۳ آیین‌نامه قانون تعیین تکلیف وضعیت ثبتی اراضی و ساختمان‌های فاقد سند رسمی (429, 1591, 761, 1623)
masthead (44, 45, 1486, 91)
column-4-text: ۸۲- ششدانگ یک قطعه زمین مزروعی به مساحت ۲۸۵۲۴/۳۱ مترمربع تحت پلاک ۶۵ فرعی از ۱۵۴ اصلی روستای حجران مورد تقاضای آقای مصطفی بهنانه به شماره ملی ۲۸۹۹۵۰۷۰۴۴ برابر مدارک موجود در پرونده. ۸۳- ششدانگ یک قطعه زمین مزروعی به مساحت ۱۸۰۹۸/۱۹ مترمربع تحت پلاک ۶۶ فرعی از ۱۵۴ اصلی روستای حجران مورد تقاضای آقای محمد جنگلی به شماره ملی ۲۸۹۹۵۰۷۱۶۸ برابر مدارک موجود در پرونده. ۸۴- ششدانگ یک قطعه زمین مزروعی به مساحت ۲۲۲۴۳/۵۴ مترمربع تحت پلاک ۶۷ فرعی از ۱۵۴ اصلی روستای حجران مورد تقاضای آقای قادر بالان به شماره ملی ۲۸۹۹۵۰۷۷۰۲ برابر مدارک موجود در پرونده. ۸۵- ششدانگ یک قطعه زمین مزروعی به مساحت ۱۹۲۱۹ مترمربع تحت پلاک ۶۸ فرعی از ۱۵۴ اصلی روستای حجران مورد تقاضای آقای علی بالان به شماره ملی ۲۸۹۹۵۰۷۲۱۱ برابر مدارک موجود در پرونده. ۸۶- ششدانگ یک قطعه زمین مزروعی به مساحت ۱۶۹۲۸/۵۶ مترمربع تحت پلاک ۶۹ فرعی از ۱۵۴ اصلی روستای حجران مورد تقاضای آقای حسین بالان به شماره ملی ۲۸۹۹۵۸۴۴۹۱ برابر مدارک موجود در پرونده. ۸۷- ششدانگ یک قطعه زمین مزروعی به مساحت ۱۴۷۵۷/۲۲ مترمربع تحت پلاک ۷۰ فرعی از ۱۵۴ اصلی روستای حجران مورد تقاضای آقای سعید عبدالله‌زاده به شماره ملی ۲۸۹۹۵۰۷۱۷۶ برابر مدارک موجود در پرونده. ۸۸- ششدانگ یک قطعه زمین مزروعی به مساحت ۱۸۶۰۰/۳ مترمربع تحت پلاک ۷۲ فرعی از ۱۵۴ اصلی روستای حجران مورد تقاضای آقای ابراهیم بیرونی به شماره ملی ۲۸۹۹۵۰۶۴۳۱ برابر مدارک موجود در پرونده. ۸۹- ششدانگ یک قطعه زمین مزروعی به مساحت ۲۲۰۲۲/۲۹ مترمربع تحت پلاک ۷۱ فرعی از ۱۵۴ اصلی روستای حجران مورد تقاضای آقای حسین جنگلی به شماره ملی ۲۸۹۹۵۰۶۷۸۱ برابر مدارک موجود در پرونده. ۹۰- ششدانگ یک قطعه زمین مزروعی به مساحت ۱۴۴۴۸/۸۵ مترمربع تحت پلاک ۷۳ فرعی از ۱۵۴ اصلی روستای حجران مورد تقاضای آقای حسین آگشتی به شماره ملی ۲۸۹۹۵۰۶۷۸۱ برابر مدارک موجود در پرونده. ۹۱- ششدانگ یک قطعه زمین مزروعی به مساحت ۱۲۷۷۷/۱۸ مترمربع تحت پلاک ۷۳ فرعی از ۱۵۴ اصلی روستای حجران مورد تقاضای آقای قادر بالان به شماره ملی ۲۸۹۹۵۰۷۰۸۷ برابر مدارک موجود در پرونده. ۹۲- ششدانگ یک قطعه زمین مزروعی به مساحت ۲۰۷۸۶/۳۰ مترمربع تحت پلاک ۱۲۳ فرعی از ۱۵۴ اصلی روستای حجران مورد تقاضای آقای حسن جنگلی به شماره ملی ۲۸۹۹۹۶۵۰۲۷ برابر مدارک موجود در پرونده. ۹۳- ششدانگ یک قطعه زمین مزروعی به مساحت ۲۰۸۶۱/۵۶ مترمربع تحت پلاک ۱۲۵ فرعی از ۱۵۴ اصلی روستای حجران مورد تقاضای آقای عبدالله بیرونی به شماره ملی ۲۸۹۹۵۰۶۸۱۱ برابر مدارک موجود در پرونده. ۹۴- ششدانگ یک قطعه زمین مزروعی به مساحت ۱۶۶۸/۹۵ مترمربع تحت پلاک ۱۲۲ فرعی از ۱۵۴ اصلی روستای حجران مورد تقاضای آقای حسن جنگلی به شماره ملی ۲۸۹۹۹۶۵۰۲۷ برابر مدارک موجود در پرونده. ۹۵- ششدانگ یک قطعه زمین مزروعی به مساحت ۴۹۵۱/۹ مترمربع تحت پلاک ۱۱۹ فرعی از ۱۵۴ اصلی روستای حجران مورد تقاضای آقای علی بالان به شماره ملی ۲۸۹۹۵۰۷۲۱۱ برابر مدارک موجود در پرونده. ۹۶- ششدانگ یک قطعه زمین مزروعی به مساحت ۹۰۹۳ مترمربع تحت پلاک ۱۱۷ فرعی از ۱۵۴ اصلی روستای حجران مورد تقاضای آقای عبدالله نصیری به شماره ملی ۲۸۹۹۵۰۶۸۲۱ برابر مدارک موجود در پرونده. ۹۷- ششدانگ یک قطعه زمین مزروعی به مساحت ۲۳۲۲۲/۴۳ مترمربع تحت پلاک ۱۱۵ فرعی از ۱۵۴ اصلی روستای حجران مورد تقاضای آقای عبدالله نصیری به شماره ملی ۲۸۹۹۵۰۶۸۲۱ برابر مدارک موجود در پرونده. ۹۸- ششدانگ یک قطعه زمین مزروعی به مساحت ۲۲۳۲۱/۵۱ مترمربع تحت پلاک ۱۱۱ فرعی از ۱۵۴ اصلی روستای حجران مورد تقاضای آقای رحیم آگشتی به شماره ملی ۲۸۹۹۹۵۲۸۷۷ برابر مدارک موجود در پرونده. ۹۹- ششدانگ یک قطعه زمین مزروعی به مساحت ۲۲۳۷۷/۶۲ مترمربع تحت پلاک ۱۱۳ فرعی از ۱۵۴ اصلی روستای حجران مورد تقاضای آقای عبدالله نصیری به شماره ملی ۲۸۹۹۵۰۶۸۲۱ برابر مدارک موجود در پرونده. ۱۰۰- ششدانگ یک قطعه زمین مزروعی به مساحت ۸۸۹۳۱/۰۵ مترمربع تحت پلاک ۱۰۹ فرعی از ۱۵۴ اصلی روستای حجران مورد تقاضای آقای خضر بهنه به شماره ملی ۲۸۹۹۵۰۷۸۸۰ برابر مدارک موجود در پرونده. ۱۰۱- ششدانگ یک قطعه زمین مزروعی به مساحت ۴۶۸۲/۳۷ مترمربع تحت پلاک ۱۰۷ فرعی از ۱۵۴ اصلی روستای حجران مورد تقاضای آقای قادر بالان به شماره ملی ۲۸۹۹۵۰۷۰۸۷ برابر مدارک موجود در پرونده. ۱۰۲- ششدانگ یک قطعه زمین مزروعی به مساحت ۲۵۰۷۶/۶۱ مترمربع تحت پلاک ۱۰۵ فرعی از ۱۵۴ اصلی روستای حجران مورد تقاضای آقای رسول جنگلی به شماره ملی ۲۸۹۹۵۰۷۷۰۲ برابر مدارک موجود در پرونده. ۱۰۳- ششدانگ یک قطعه زمین مزروعی به مساحت ۱۱۵۸۰/۵۶ مترمربع تحت پلاک ۱۰۳ فرعی از ۱۵۴ اصلی روستای حجران مورد تقاضای آقای رسول جنگلی به شماره ملی ۲۸۹۹۵۰۷۵۲۴ برابر مدارک موجود در پرونده. ۱۰۴- ششدانگ یک قطعه زمین مزروعی به مساحت ۶۵۹۶/۰۲ مترمربع تحت پلاک ۱۰۲ فرعی از ۱۵۴ اصلی روستای حجران مورد تقاضای آقای بایزید یاقعنه به شماره ملی ۲۸۹۰۰۴۱۶۸۹ برابر مدارک موجود در پرونده. ۱۰۵- ششدانگ یک قطعه زمین مزروعی به مساحت ۲۵۱۲۱/۲۷ مترمربع تحت پلاک ۱۰۰ فرعی از ۱۵۴ اصلی روستای حجران مورد تقاضای آقای رسول جنگلی به شماره ملی ۲۸۹۹۵۰۷۵۲۴ برابر مدارک موجود در پرونده. ۱۰۶- ششدانگ یک قطعه زمین مزروعی به مساحت ۲۳۲۵۱/۲۱ مترمربع تحت پلاک ۹۷ فرعی از ۱۵۴ اصلی روستای حجران مورد تقاضای آقای بایزید یاقعنه به شماره ملی ۲۸۹۰۰۴۱۶۸۹ برابر مدارک موجود در پرونده. ۱۰۷- ششدانگ یک قطعه زمین مزروعی به مساحت ۲۶۳۹/۹۳ مترمربع تحت پلاک ۹۵ فرعی از ۱۵۴ اصلی روستای حجران مورد تقاضای آقای خضر بهنه به شماره ملی ۲۸۹۹۵۰۷۸۸۰ برابر مدارک موجود در پرونده. لذا بموجب این آگهی به کلیه مالکین و مجاورین اعلام می‌گردد که در روز و ساعت مقرر در محل وقوع ملک حضور یابند. اعتراضات مالکین مجاور طبق ماده ۲۰ قانون ثبت از تاریخ تنظیم صورتمجلس تحدیدی تا مدت سی روز پذیرفته می‌شود و معترض باید ظرف یک ماه دادخواست به مرجع ذیصلاح تقدیم نماید. (59, 134, 406, 1218)
notice-dates: تاریخ تحدید حدود: ۱۴۰۴/۰۳/۱۳ - تاریخ انتشار: ۱۴۰۴/۰۲/۲۷ (181, 1226, 406, 1238)
